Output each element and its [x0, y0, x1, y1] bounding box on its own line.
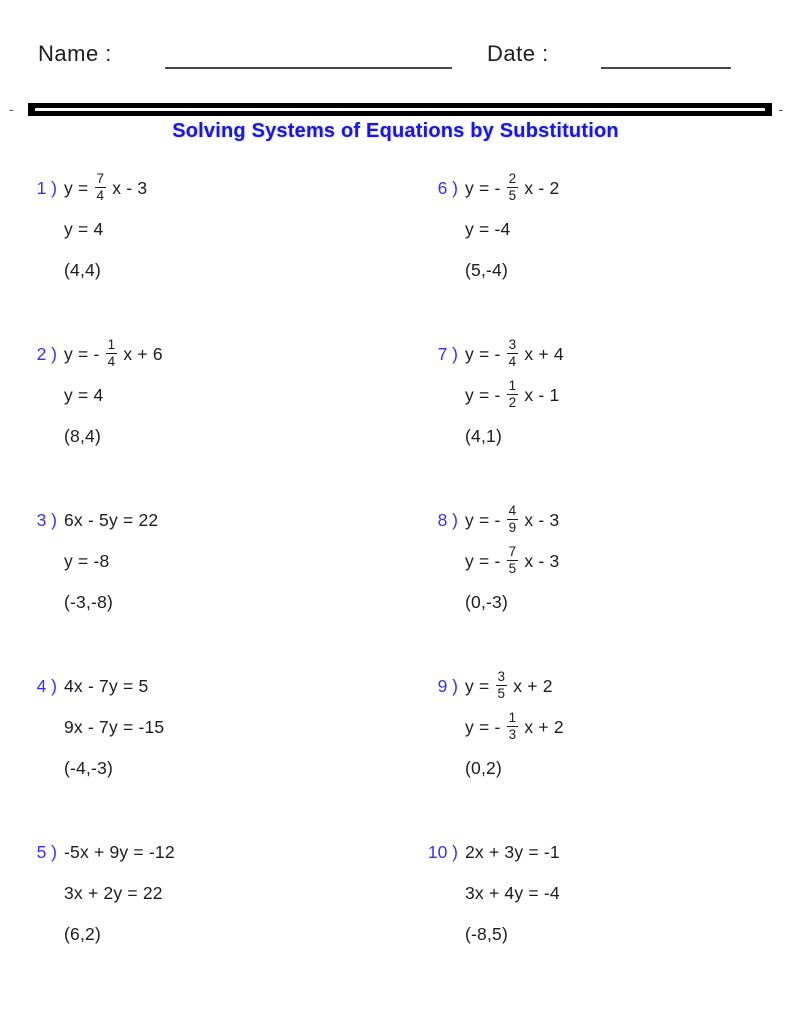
equation-line: [64, 375, 163, 416]
fraction-denominator: 2: [508, 394, 517, 410]
fraction-numerator: 1: [507, 379, 519, 395]
equation-line: [465, 541, 559, 582]
equation-text: 4x - 7y = 5: [64, 676, 149, 696]
fraction: [106, 338, 118, 370]
equation-text: y = -: [465, 385, 506, 405]
fraction-denominator: 5: [508, 560, 517, 576]
answer: (6,2): [64, 924, 101, 944]
problem-number: 7 ): [437, 344, 458, 364]
equation-text: y = -: [465, 717, 506, 737]
answer: (4,4): [64, 260, 101, 280]
equation-text: y = -8: [64, 551, 110, 571]
problem-block: [23, 334, 424, 500]
problem-block: [424, 500, 791, 666]
fraction: [507, 172, 519, 204]
equation-line: [64, 666, 164, 707]
fraction: [507, 545, 519, 577]
fraction-denominator: 4: [96, 187, 105, 203]
answer: (5,-4): [465, 260, 509, 280]
problem-block: [23, 500, 424, 666]
problem-lines: [64, 832, 175, 955]
fraction-denominator: 3: [508, 726, 517, 742]
equation-line: [465, 873, 560, 914]
rule-right-tick: -: [778, 101, 783, 117]
equation-text: 3x + 4y = -4: [465, 883, 560, 903]
problem-lines: [64, 666, 164, 789]
answer: (-8,5): [465, 924, 509, 944]
problem-block: [23, 666, 424, 832]
equation-line: [64, 832, 175, 873]
rule-bar: [28, 103, 772, 116]
problem-block: [23, 832, 424, 998]
page-title: Solving Systems of Equations by Substitution: [172, 120, 619, 142]
name-label: Name :: [38, 41, 112, 66]
problem-lines: [465, 666, 564, 789]
worksheet-header: [0, 0, 791, 100]
problem-number: 2 ): [36, 344, 57, 364]
date-blank-line: [601, 67, 731, 69]
answer: (8,4): [64, 426, 101, 446]
equation-line: [465, 500, 559, 541]
problem-lines: [64, 168, 147, 291]
fraction-numerator: 4: [507, 504, 519, 520]
equation-text: x + 6: [118, 344, 163, 364]
problem-lines: [64, 334, 163, 457]
rule-left-tick: -: [9, 101, 14, 117]
problem-number: 3 ): [36, 510, 57, 530]
problems-grid: [0, 168, 791, 998]
equation-text: 9x - 7y = -15: [64, 717, 165, 737]
equation-line: [465, 832, 560, 873]
name-blank-line: [165, 67, 452, 69]
answer: (0,2): [465, 758, 502, 778]
equation-line: [465, 334, 564, 375]
fraction-denominator: 5: [497, 685, 506, 701]
problem-number: 8 ): [437, 510, 458, 530]
fraction-numerator: 7: [507, 545, 519, 561]
equation-line: [64, 209, 147, 250]
equation-text: y =: [465, 676, 495, 696]
equation-line: [64, 500, 158, 541]
equation-line: [64, 168, 147, 209]
problem-lines: [465, 500, 559, 623]
equation-text: y = -: [465, 344, 506, 364]
problem-block: [424, 832, 791, 998]
date-label: Date :: [487, 41, 549, 66]
problem-number: 9 ): [437, 676, 458, 696]
equation-text: y = -: [465, 551, 506, 571]
equation-text: x - 1: [519, 385, 560, 405]
problem-block: [424, 168, 791, 334]
fraction-numerator: 7: [95, 172, 107, 188]
answer: (0,-3): [465, 592, 509, 612]
problem-lines: [465, 168, 559, 291]
equation-text: x - 2: [519, 178, 560, 198]
equation-text: x + 2: [519, 717, 564, 737]
equation-text: x + 4: [519, 344, 564, 364]
fraction-numerator: 3: [507, 338, 519, 354]
equation-line: [465, 209, 559, 250]
equation-text: y = 4: [64, 385, 104, 405]
answer: (4,1): [465, 426, 502, 446]
problem-number: 4 ): [36, 676, 57, 696]
fraction-denominator: 9: [508, 519, 517, 535]
equation-text: x - 3: [107, 178, 148, 198]
fraction: [507, 379, 519, 411]
fraction: [496, 670, 508, 702]
answer: (-3,-8): [64, 592, 114, 612]
problem-number: 5 ): [36, 842, 57, 862]
problem-block: [424, 666, 791, 832]
equation-line: [465, 666, 564, 707]
equation-line: [465, 707, 564, 748]
problem-lines: [64, 500, 158, 623]
equation-line: [64, 541, 158, 582]
equation-text: 3x + 2y = 22: [64, 883, 163, 903]
fraction-numerator: 1: [507, 711, 519, 727]
equation-line: [465, 375, 564, 416]
fraction: [507, 338, 519, 370]
fraction-denominator: 4: [107, 353, 116, 369]
equation-text: y = -: [465, 510, 506, 530]
fraction: [507, 711, 519, 743]
equation-text: 2x + 3y = -1: [465, 842, 560, 862]
rule-stripe: [35, 108, 765, 111]
fraction: [95, 172, 107, 204]
equation-text: x - 3: [519, 510, 560, 530]
equation-text: x - 3: [519, 551, 560, 571]
equation-text: y = -4: [465, 219, 511, 239]
problem-lines: [465, 334, 564, 457]
problem-number: 10 ): [427, 842, 458, 862]
fraction-denominator: 4: [508, 353, 517, 369]
fraction-denominator: 5: [508, 187, 517, 203]
equation-line: [465, 168, 559, 209]
equation-line: [64, 334, 163, 375]
equation-text: y =: [64, 178, 94, 198]
fraction: [507, 504, 519, 536]
problem-block: [23, 168, 424, 334]
problem-number: 1 ): [36, 178, 57, 198]
divider-rule: [0, 103, 791, 116]
fraction-numerator: 3: [496, 670, 508, 686]
problem-block: [424, 334, 791, 500]
equation-text: -5x + 9y = -12: [64, 842, 175, 862]
answer: (-4,-3): [64, 758, 114, 778]
equation-text: y = -: [465, 178, 506, 198]
fraction-numerator: 1: [106, 338, 118, 354]
problem-lines: [465, 832, 560, 955]
equation-text: y = -: [64, 344, 105, 364]
equation-line: [64, 873, 175, 914]
equation-text: y = 4: [64, 219, 104, 239]
equation-line: [64, 707, 164, 748]
equation-text: x + 2: [508, 676, 553, 696]
fraction-numerator: 2: [507, 172, 519, 188]
problem-number: 6 ): [437, 178, 458, 198]
equation-text: 6x - 5y = 22: [64, 510, 159, 530]
